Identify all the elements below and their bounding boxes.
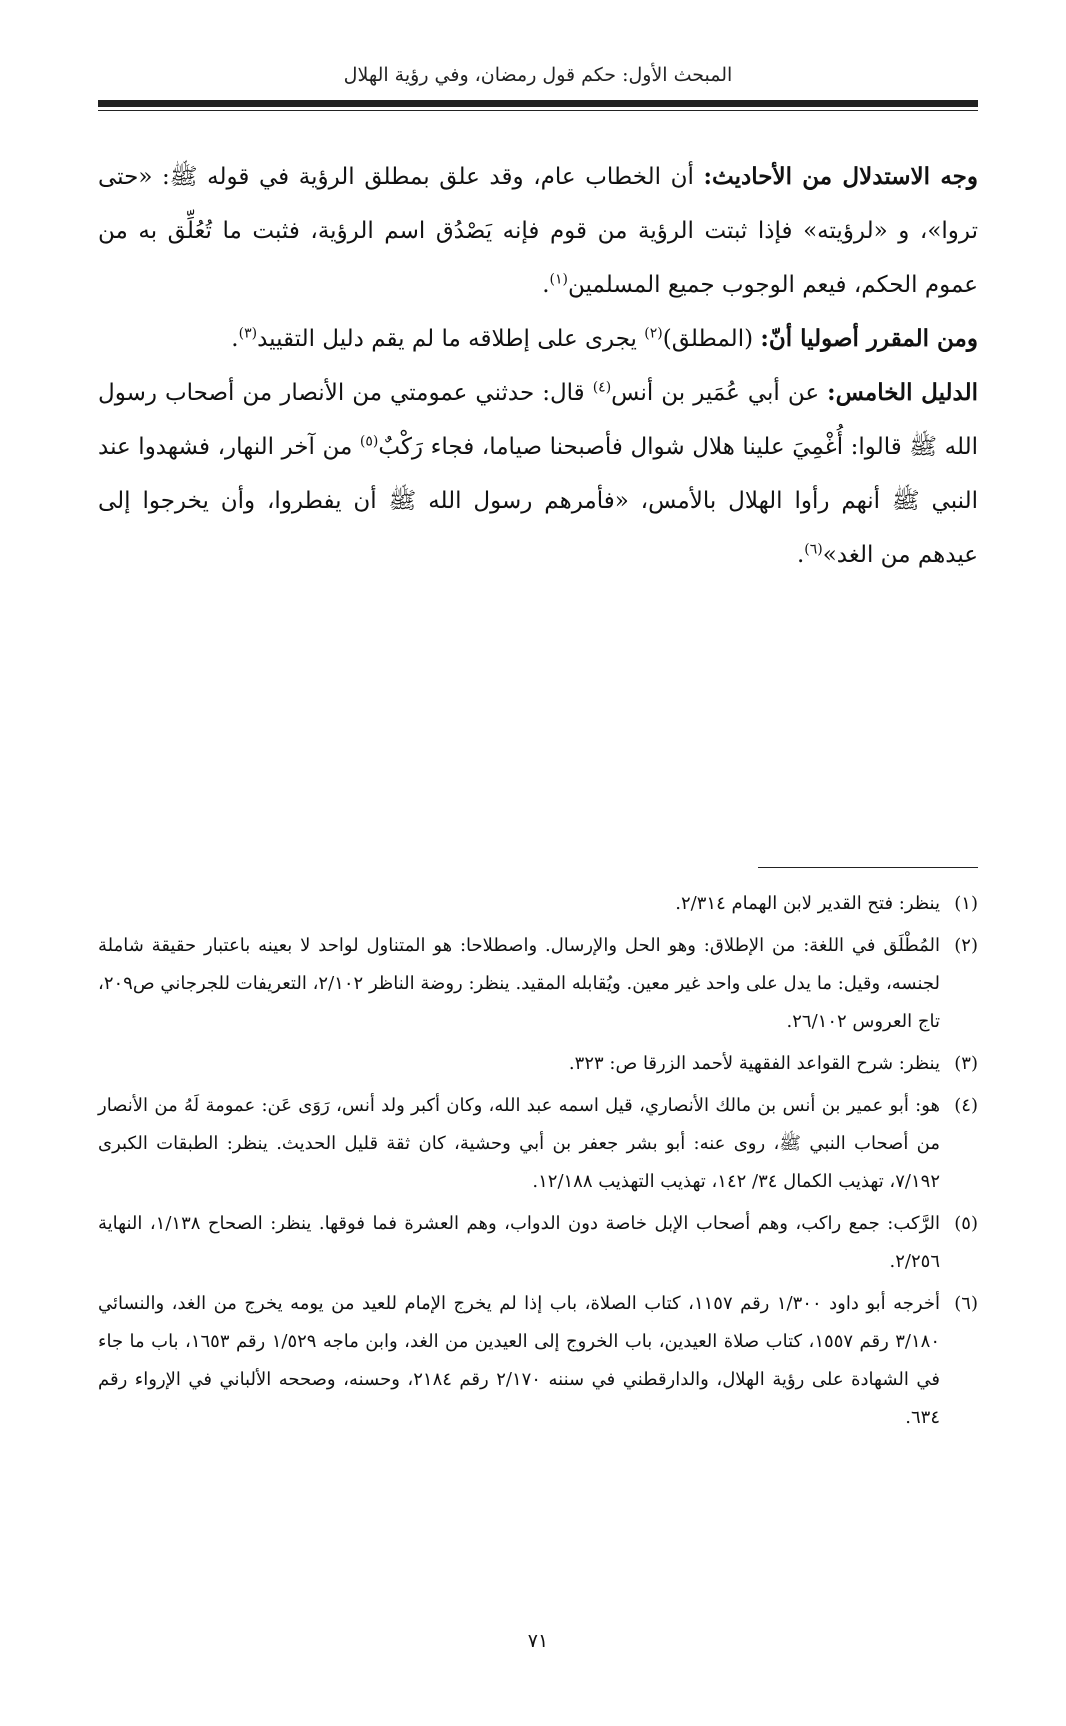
page-number: ٧١ bbox=[527, 1630, 549, 1652]
footnote-text: المُطْلَق في اللغة: من الإطلاق: وهو الحل والإرسال. واصطلاحا: هو المتناول لواحد لا بعينه باعتبار حقيقة شاملة لجنسه، وقيل: ما يدل على واحد غير معين. ويُقابله المقيد. ينظر: روضة الناظر ٢/١٠٢، التعريفات للجرجاني ص٢٠٩، تاج العروس ٢٦/١٠٢. bbox=[98, 935, 940, 1032]
paragraph-text: من آخر النهار، فشهدوا عند النبي ﷺ أنهم رأوا الهلال بالأمس، «فأمرهم رسول الله ﷺ أن يفطروا، وأن يخرجوا إلى عيدهم من الغد» bbox=[98, 434, 978, 568]
footnote-number: (٢) bbox=[954, 935, 978, 956]
footnote-number: (٥) bbox=[954, 1213, 978, 1234]
footnote-item bbox=[98, 885, 978, 923]
footnote-text: ينظر: فتح القدير لابن الهمام ٢/٣١٤. bbox=[675, 893, 940, 914]
footnotes bbox=[98, 885, 978, 1441]
footnote-text: أخرجه أبو داود ١/٣٠٠ رقم ١١٥٧، كتاب الصلاة، باب إذا لم يخرج الإمام للعيد من يومه يخرج من الغد، والنسائي ٣/١٨٠ رقم ١٥٥٧، كتاب صلاة العيدين، باب الخروج إلى العيدين من الغد، وابن ماجه ١/٥٢٩ رقم ١٦٥٣، باب ما جاء في الشهادة على رؤية الهلال، والدارقطني في سننه ٢/١٧٠ رقم ٢١٨٤، وحسنه، وصححه الألباني في الإرواء رقم ٦٣٤. bbox=[98, 1293, 940, 1428]
footnote-number: (٤) bbox=[954, 1095, 978, 1116]
paragraph-end: . bbox=[796, 542, 805, 568]
paragraph-text: يجرى على إطلاقه ما لم يقم دليل التقييد bbox=[257, 326, 645, 352]
paragraph-end: . bbox=[231, 326, 239, 352]
paragraph-text: قال: حدثني عمومتي من الأنصار من أصحاب رسول الله ﷺ قالوا: أُغْمِيَ علينا هلال شوال فأصبحنا صياما، فجاء رَكْبٌ bbox=[98, 380, 978, 460]
footnote-ref[interactable]: (١) bbox=[549, 271, 568, 288]
footnote-ref[interactable]: (٢) bbox=[644, 325, 663, 342]
paragraph-inference bbox=[98, 150, 978, 312]
footnote-number: (٣) bbox=[954, 1053, 978, 1074]
footnote-separator bbox=[758, 867, 978, 868]
footnote-item bbox=[98, 927, 978, 1041]
footnote-ref[interactable]: (٦) bbox=[804, 541, 823, 558]
footnote-text: ينظر: شرح القواعد الفقهية لأحمد الزرقا ص: ٣٢٣. bbox=[568, 1053, 940, 1074]
header-rule-thick bbox=[98, 100, 978, 107]
footnote-item bbox=[98, 1285, 978, 1437]
footnote-text: هو: أبو عمير بن أنس بن مالك الأنصاري، قيل اسمه عبد الله، وكان أكبر ولد أنس، رَوَى عَن: عمومة لَهُ من الأنصار من أصحاب النبي ﷺ، روى عنه: أبو بشر جعفر بن أبي وحشية، كان ثقة قليل الحديث. ينظر: الطبقات الكبرى ٧/١٩٢، تهذيب الكمال ٣٤/ ١٤٢، تهذيب التهذيب ١٢/١٨٨. bbox=[98, 1095, 940, 1192]
paragraph-principle bbox=[98, 312, 978, 366]
footnote-item bbox=[98, 1087, 978, 1201]
footnote-number: (١) bbox=[954, 893, 978, 914]
paragraph-lead: وجه الاستدلال من الأحاديث: bbox=[703, 163, 979, 190]
footnote-ref[interactable]: (٣) bbox=[238, 325, 258, 342]
header-rule-thin bbox=[98, 110, 978, 111]
footnote-ref[interactable]: (٤) bbox=[592, 379, 612, 396]
footnote-text: الرَّكب: جمع راكب، وهم أصحاب الإبل خاصة دون الدواب، وهم العشرة فما فوقها. ينظر: الصحاح ١/١٣٨، النهاية ٢/٢٥٦. bbox=[98, 1213, 941, 1272]
paragraph-text: عن أبي عُمَير بن أنس bbox=[611, 380, 828, 406]
footnote-item bbox=[98, 1045, 978, 1083]
paragraph-text: أن الخطاب عام، وقد علق بمطلق الرؤية في قوله ﷺ: «حتى تروا»، و «لرؤيته» فإذا ثبتت الرؤية من قوم فإنه يَصْدُق اسم الرؤية، فثبت ما تُعُلِّق به من عموم الحكم، فيعم الوجوب جميع المسلمين bbox=[98, 164, 978, 298]
paragraph-lead: الدليل الخامس: bbox=[827, 379, 979, 406]
footnote-number: (٦) bbox=[954, 1293, 978, 1314]
footnote-ref[interactable]: (٥) bbox=[359, 433, 379, 450]
paragraph-text: (المطلق) bbox=[662, 326, 761, 352]
main-text bbox=[98, 150, 978, 582]
paragraph-fifth-evidence bbox=[98, 366, 978, 582]
paragraph-end: . bbox=[542, 272, 550, 298]
running-header: المبحث الأول: حكم قول رمضان، وفي رؤية الهلال bbox=[343, 64, 733, 86]
paragraph-lead: ومن المقرر أصوليا أنّ: bbox=[760, 325, 978, 352]
footnote-item bbox=[98, 1205, 978, 1281]
